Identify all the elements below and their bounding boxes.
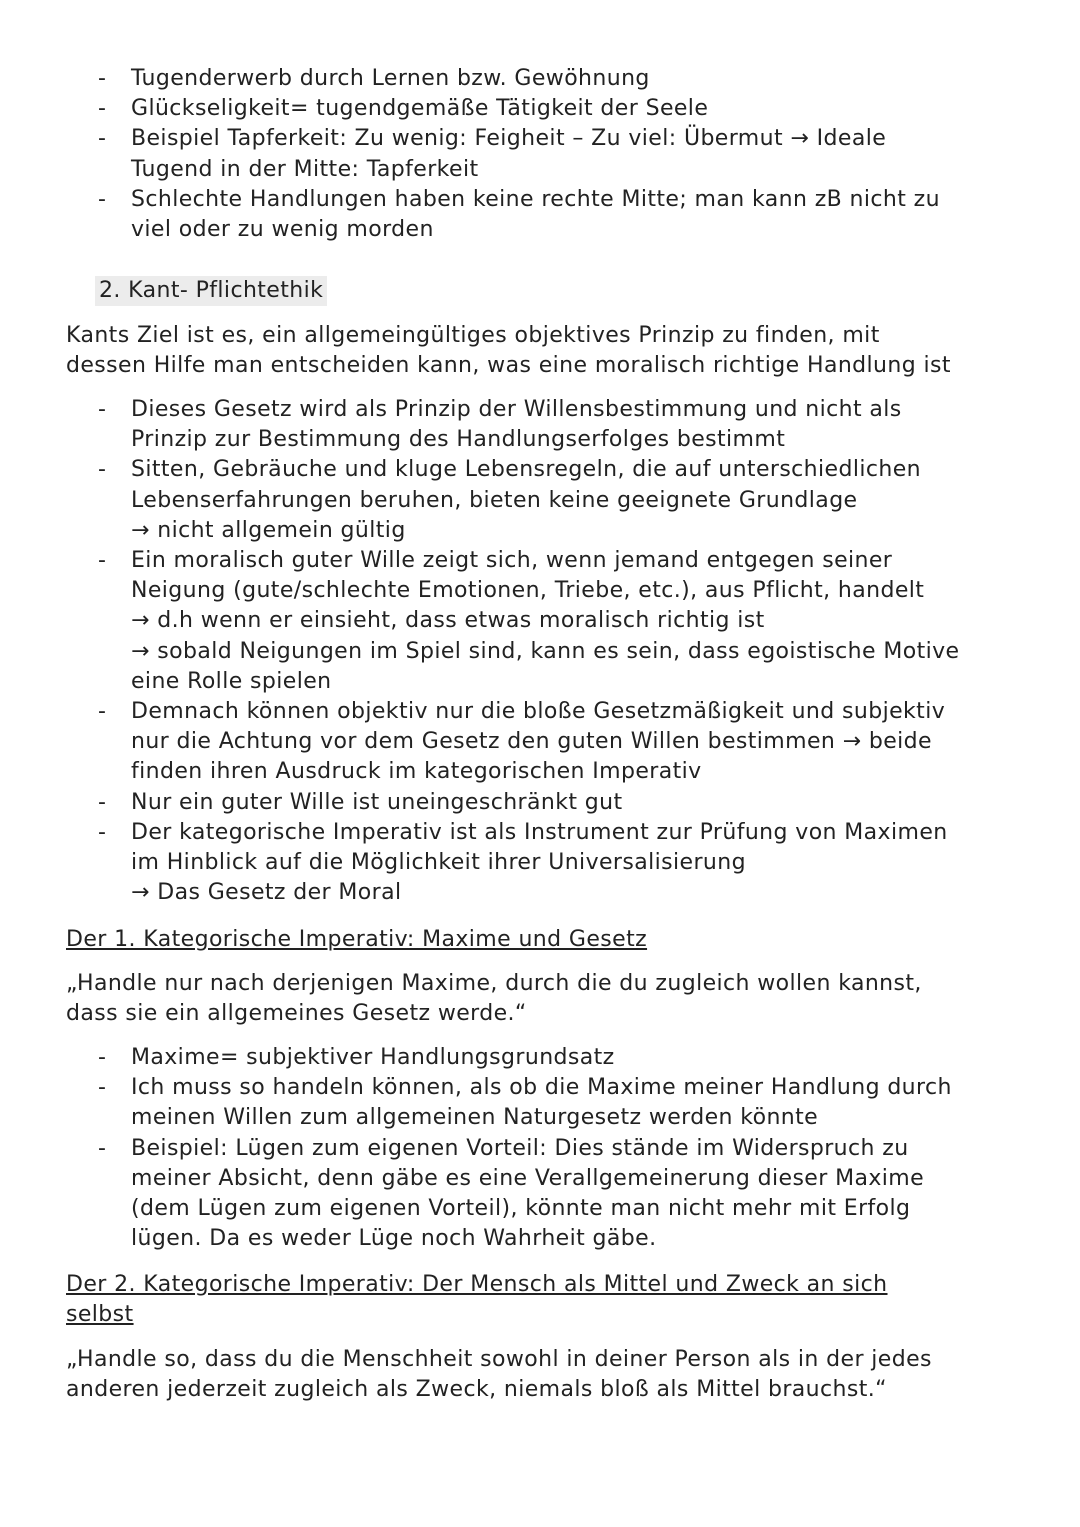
list-item: - Glückseligkeit= tugendgemäße Tätigkeit der Seele xyxy=(0,94,1080,124)
list-item: - Demnach können objektiv nur die bloße Gesetzmäßigkeit und subjektiv nur die Achtung vor dem Gesetz den guten Willen bestimmen → beide finden ihren Ausdruck im kategorischen Imperativ xyxy=(0,697,1080,788)
list-item: - Sitten, Gebräuche und kluge Lebensregeln, die auf unterschiedlichen Lebenserfahrungen beruhen, bieten keine geeignete Grundlage → nicht allgemein gültig xyxy=(0,455,1080,546)
section-heading-kant: 2. Kant- Pflichtethik xyxy=(95,276,327,306)
ki1-bullet-list xyxy=(0,1043,1080,1254)
ki2-quote: „Handle so, dass du die Menschheit sowohl in deiner Person als in der jedes anderen jederzeit zugleich als Zweck, niemals bloß als Mittel brauchst.“ xyxy=(66,1347,932,1403)
intro-bullet-list xyxy=(0,64,1080,245)
list-item: - Beispiel: Lügen zum eigenen Vorteil: Dies stände im Widerspruch zu meiner Absicht, denn gäbe es eine Verallgemeinerung dieser Maxime (dem Lügen zum eigenen Vorteil), könnte man nicht mehr mit Erfolg lügen. Da es weder Lüge noch Wahrheit gäbe. xyxy=(0,1134,1080,1255)
kant-bullet-list xyxy=(0,395,1080,908)
list-item: - Maxime= subjektiver Handlungsgrundsatz xyxy=(0,1043,1080,1073)
list-item: - Ich muss so handeln können, als ob die Maxime meiner Handlung durch meinen Willen zum allgemeinen Naturgesetz werden könnte xyxy=(0,1073,1080,1133)
list-item: - Dieses Gesetz wird als Prinzip der Willensbestimmung und nicht als Prinzip zur Bestimmung des Handlungserfolges bestimmt xyxy=(0,395,1080,455)
list-item: - Der kategorische Imperativ ist als Instrument zur Prüfung von Maximen im Hinblick auf die Möglichkeit ihrer Universalisierung → Das Gesetz der Moral xyxy=(0,818,1080,909)
list-item: - Beispiel Tapferkeit: Zu wenig: Feigheit – Zu viel: Übermut → Ideale Tugend in der Mitte: Tapferkeit xyxy=(0,124,1080,184)
list-item: - Tugenderwerb durch Lernen bzw. Gewöhnung xyxy=(0,64,1080,94)
kant-intro-paragraph: Kants Ziel ist es, ein allgemeingültiges objektives Prinzip zu finden, mit dessen Hilfe man entscheiden kann, was eine moralisch richtige Handlung ist xyxy=(66,323,951,379)
list-item: - Nur ein guter Wille ist uneingeschränkt gut xyxy=(0,788,1080,818)
ki1-heading: Der 1. Kategorische Imperativ: Maxime und Gesetz xyxy=(66,927,648,952)
list-item: - Ein moralisch guter Wille zeigt sich, wenn jemand entgegen seiner Neigung (gute/schlechte Emotionen, Triebe, etc.), aus Pflicht, handelt → d.h wenn er einsieht, dass etwas moralisch richtig ist → sobald Neigungen im Spiel sind, kann es sein, dass egoistische Motive eine Rolle spielen xyxy=(0,546,1080,697)
list-item: - Schlechte Handlungen haben keine rechte Mitte; man kann zB nicht zu viel oder zu wenig morden xyxy=(0,185,1080,245)
ki2-heading: Der 2. Kategorische Imperativ: Der Mensch als Mittel und Zweck an sich selbst xyxy=(66,1272,888,1328)
ki1-quote: „Handle nur nach derjenigen Maxime, durch die du zugleich wollen kannst, dass sie ein allgemeines Gesetz werde.“ xyxy=(66,971,922,1027)
